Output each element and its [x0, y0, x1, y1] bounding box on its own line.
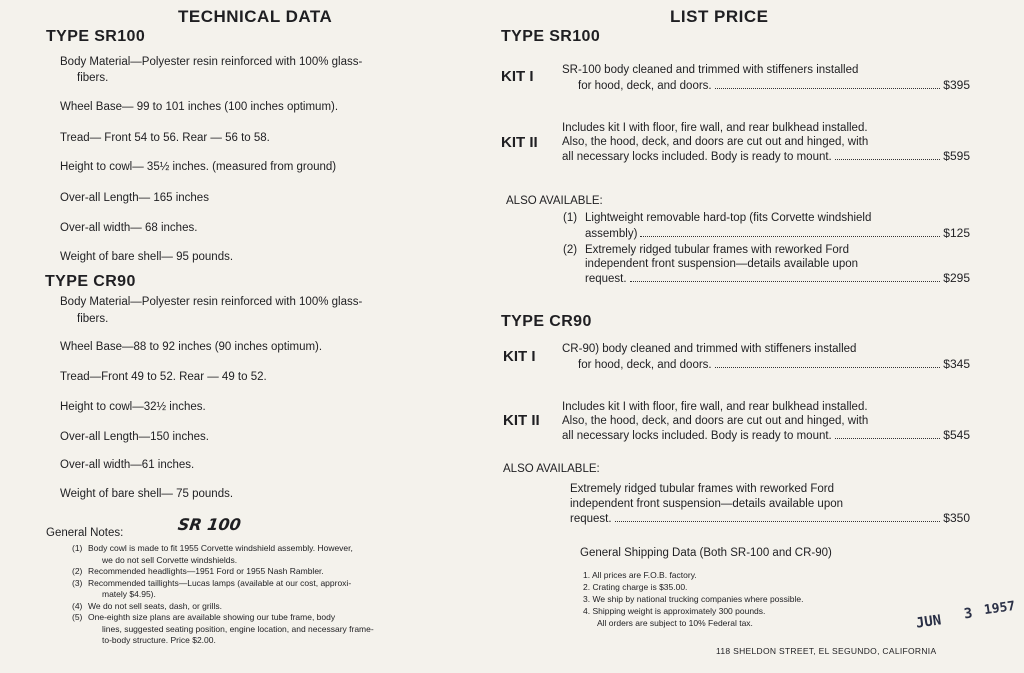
- sr100-width: Over-all width— 68 inches.: [60, 222, 198, 234]
- cr90-kit2-line3: all necessary locks included. Body is ready to mount.: [562, 430, 832, 442]
- general-notes-label: General Notes:: [46, 527, 124, 539]
- shipping-item-5: All orders are subject to 10% Federal tax.: [597, 618, 753, 628]
- cr90-option-price: $350: [943, 511, 970, 525]
- general-note-number: (5): [72, 612, 83, 622]
- general-note-text: lines, suggested seating position, engine location, and necessary frame-: [102, 623, 374, 634]
- cr90-option-price-row: [570, 511, 970, 527]
- sr100-option1-price: $125: [943, 226, 970, 240]
- shipping-item-4: 4. Shipping weight is approximately 300 pounds.: [583, 606, 766, 616]
- sr100-option2-line3: request.: [585, 273, 627, 285]
- cr90-kit1-price-row: [578, 357, 970, 373]
- sr100-option1-line2: assembly): [585, 228, 638, 240]
- cr90-kit2-price-row: [562, 428, 970, 444]
- general-notes-list: [72, 543, 452, 647]
- shipping-item-1: 1. All prices are F.O.B. factory.: [583, 570, 697, 580]
- sr100-option1-line1: Lightweight removable hard-top (fits Corvette windshield: [585, 212, 872, 224]
- shipping-item-2: 2. Crating charge is $35.00.: [583, 582, 688, 592]
- sr100-spec-title: TYPE SR100: [46, 28, 146, 45]
- cr90-width: Over-all width—61 inches.: [60, 459, 195, 471]
- date-stamp-day: 3: [962, 605, 974, 623]
- general-note-text: One-eighth size plans are available showing our tube frame, body: [88, 612, 336, 622]
- sr100-option1-price-row: [585, 226, 970, 242]
- general-note-number: (3): [72, 577, 83, 588]
- cr90-price-title: TYPE CR90: [501, 313, 592, 330]
- cr90-length: Over-all Length—150 inches.: [60, 431, 209, 443]
- sr100-body-material: Body Material—Polyester resin reinforced with 100% glass-: [60, 56, 363, 68]
- sr100-option2-line2: independent front suspension—details available upon: [585, 258, 859, 270]
- sr100-kit2-label: KIT II: [501, 134, 538, 151]
- cr90-option-line3: request.: [570, 513, 612, 525]
- general-note-text: Recommended taillights—Lucas lamps (available at our cost, approxi-: [88, 577, 352, 588]
- sr100-body-material-cont: fibers.: [77, 72, 109, 84]
- cr90-option-line2: independent front suspension—details available upon: [570, 498, 844, 510]
- cr90-body-material: Body Material—Polyester resin reinforced with 100% glass-: [60, 296, 363, 308]
- sr100-length: Over-all Length— 165 inches: [60, 192, 209, 204]
- cr90-body-material-cont: fibers.: [77, 313, 109, 325]
- cr90-weight: Weight of bare shell— 75 pounds.: [60, 488, 234, 500]
- general-note-line: [72, 601, 452, 613]
- general-note-line: [72, 578, 452, 590]
- sr100-option2-price-row: [585, 271, 970, 287]
- cr90-kit2-price: $545: [943, 428, 970, 442]
- sr100-tread: Tread— Front 54 to 56. Rear — 56 to 58.: [60, 132, 270, 144]
- cr90-kit1-line2: for hood, deck, and doors.: [578, 359, 712, 371]
- general-note-text: We do not sell seats, dash, or grills.: [88, 600, 223, 611]
- general-note-line: [72, 566, 452, 578]
- general-note-text: Body cowl is made to fit 1955 Corvette windshield assembly. However,: [88, 543, 353, 553]
- cr90-kit2-line2: Also, the hood, deck, and doors are cut out and hinged, with: [562, 415, 869, 427]
- sr100-kit1-price: $395: [943, 78, 970, 92]
- general-note-line: [72, 543, 452, 555]
- general-note-text: to-body structure. Price $2.00.: [102, 635, 216, 645]
- cr90-kit1-line1: CR-90) body cleaned and trimmed with stiffeners installed: [562, 343, 857, 355]
- technical-data-heading: TECHNICAL DATA: [178, 7, 333, 26]
- date-stamp-month: JUN: [915, 612, 943, 632]
- shipping-title: General Shipping Data (Both SR-100 and CR-90): [580, 547, 832, 559]
- cr90-wheel-base: Wheel Base—88 to 92 inches (90 inches optimum).: [60, 341, 323, 353]
- cr90-kit2-line1: Includes kit I with floor, fire wall, and rear bulkhead installed.: [562, 401, 868, 413]
- sr100-kit1-price-row: [578, 78, 970, 94]
- cr90-also-available-label: ALSO AVAILABLE:: [503, 463, 600, 475]
- general-note-line: [72, 612, 452, 624]
- general-note-line: [72, 555, 452, 567]
- date-stamp-year: 1957: [983, 598, 1017, 619]
- sr100-option2-num: (2): [563, 244, 578, 256]
- cr90-kit1-price: $345: [943, 357, 970, 371]
- sr100-option2-line1: Extremely ridged tubular frames with reworked Ford: [585, 244, 849, 256]
- general-note-text: Recommended headlights—1951 Ford or 1955 Nash Rambler.: [88, 566, 324, 576]
- sr100-price-title: TYPE SR100: [501, 28, 601, 45]
- cr90-kit1-label: KIT I: [503, 348, 536, 365]
- shipping-item-3: 3. We ship by national trucking companies where possible.: [583, 594, 804, 604]
- sr100-height: Height to cowl— 35½ inches. (measured from ground): [60, 161, 337, 173]
- general-note-number: (1): [72, 543, 83, 553]
- sr100-kit1-line2: for hood, deck, and doors.: [578, 80, 712, 92]
- sr100-kit1-line1: SR-100 body cleaned and trimmed with stiffeners installed: [562, 64, 859, 76]
- general-note-text: we do not sell Corvette windshields.: [102, 554, 238, 565]
- sr100-option1-num: (1): [563, 212, 578, 224]
- cr90-kit2-label: KIT II: [503, 412, 540, 429]
- cr90-tread: Tread—Front 49 to 52. Rear — 49 to 52.: [60, 371, 267, 383]
- general-note-number: (2): [72, 566, 83, 576]
- sr100-kit2-price-row: [562, 149, 970, 165]
- sr100-kit1-label: KIT I: [501, 68, 534, 85]
- sr100-kit2-line1: Includes kit I with floor, fire wall, and rear bulkhead installed.: [562, 122, 868, 134]
- list-price-heading: LIST PRICE: [670, 7, 769, 26]
- sr100-option2-price: $295: [943, 271, 970, 285]
- sr100-kit2-line2: Also, the hood, deck, and doors are cut out and hinged, with: [562, 136, 869, 148]
- sr100-logo: SR 100: [176, 515, 243, 534]
- sr100-wheel-base: Wheel Base— 99 to 101 inches (100 inches optimum).: [60, 101, 339, 113]
- sr100-also-available-label: ALSO AVAILABLE:: [506, 195, 603, 207]
- general-note-line: [72, 589, 452, 601]
- general-note-line: [72, 635, 452, 647]
- sr100-kit2-price: $595: [943, 149, 970, 163]
- company-address: 118 SHELDON STREET, EL SEGUNDO, CALIFORNIA: [716, 646, 937, 656]
- general-note-number: (4): [72, 600, 83, 611]
- cr90-spec-title: TYPE CR90: [45, 273, 136, 290]
- general-note-line: [72, 624, 452, 636]
- sr100-kit2-line3: all necessary locks included. Body is ready to mount.: [562, 151, 832, 163]
- sr100-weight: Weight of bare shell— 95 pounds.: [60, 251, 234, 263]
- cr90-height: Height to cowl—32½ inches.: [60, 401, 206, 413]
- general-note-text: mately $4.95).: [102, 589, 156, 599]
- cr90-option-line1: Extremely ridged tubular frames with reworked Ford: [570, 483, 834, 495]
